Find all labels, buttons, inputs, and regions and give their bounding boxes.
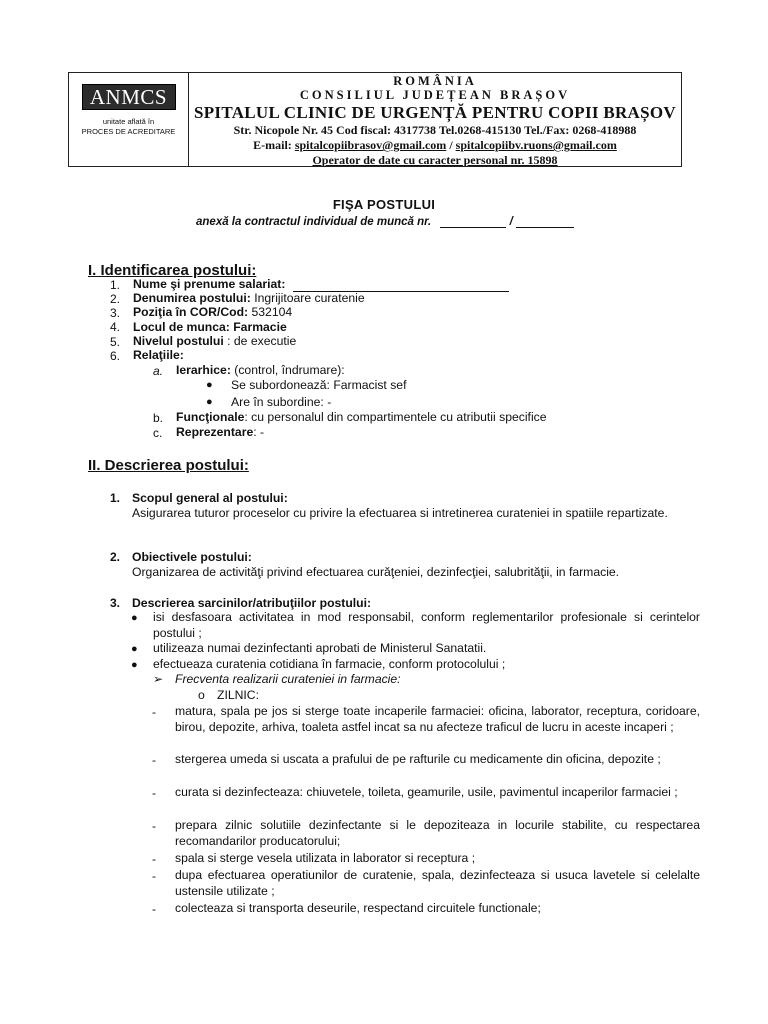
contract-number-blank — [440, 215, 506, 228]
dash-icon: - — [152, 786, 156, 800]
general-purpose-title: Scopul general al postului: — [132, 491, 288, 505]
section-1-heading: I. Identificarea postului: — [88, 262, 257, 279]
section-2-heading: II. Descrierea postului: — [88, 457, 249, 474]
accreditation-caption: unitate aflată în PROCES DE ACREDITARE — [81, 117, 176, 136]
email-link-1[interactable]: spitalcopiibrasov@gmail.com — [294, 138, 447, 152]
task-bullet-3: efectueaza curatenia cotidiana în farmacie, conform protocolului ; — [153, 657, 506, 671]
daily-task-6: dupa efectuarea operatiunilor de curatenie, spala, dezinfecteaza si usuca lavetele si celelalte ustensile utilizate ; — [175, 868, 700, 898]
circle-bullet-icon: o — [198, 688, 205, 702]
operator-line: Operator de date cu caracter personal nr. 15898 — [312, 153, 558, 167]
dash-icon: - — [152, 852, 156, 866]
letterhead-text — [189, 73, 681, 166]
general-purpose-text: Asigurarea tuturor proceselor cu privire la efectuarea si intretinerea curateniei in spatiile repartizate. — [132, 506, 668, 520]
country-name: ROMÂNIA — [393, 74, 477, 88]
task-bullet-2: utilizeaza numai dezinfectanti aprobati de Ministerul Sanatatii. — [153, 641, 487, 655]
tasks-title: Descrierea sarcinilor/atribuţiilor postului: — [132, 596, 372, 610]
bullet-icon: ● — [131, 612, 138, 624]
document-title: FIŞA POSTULUI — [332, 197, 436, 212]
arrow-icon: ➢ — [153, 672, 164, 686]
hospital-name: SPITALUL CLINIC DE URGENȚĂ PENTRU COPII BRAȘOV — [193, 103, 676, 122]
council-name: CONSILIUL JUDEȚEAN BRAȘOV — [299, 88, 571, 102]
objectives-text: Organizarea de activităţi privind efectuarea curăţeniei, dezinfecţiei, salubrităţii, in farmacie. — [132, 565, 620, 579]
relations-representation: Reprezentare: - — [176, 425, 265, 439]
email-line: E-mail: spitalcopiibrasov@gmail.com / spitalcopiibv.ruons@gmail.com — [253, 138, 617, 152]
letterhead — [68, 72, 682, 167]
bullet-icon: ● — [131, 659, 138, 671]
relations-functional: Funcţionale: cu personalul din compartimentele cu atributii specifice — [176, 410, 547, 424]
frequency-heading: Frecventa realizarii curateniei in farmacie: — [175, 672, 401, 686]
has-subordinates: Are în subordine: - — [231, 395, 332, 409]
daily-task-2: stergerea umeda si uscata a prafului de pe rafturile cu medicamente din oficina, depozite ; — [175, 752, 661, 766]
daily-task-4: prepara zilnic solutiile dezinfectante si le depoziteaza in locurile stabilite, cu respectarea recomandarilor producatorului; — [175, 818, 700, 848]
document-page: ANMCS unitate aflată în PROCES DE ACREDITARE ROMÂNIA CONSILIUL JUDEȚEAN BRAȘOV SPITALUL CLINIC DE URGENȚĂ PENTRU COPII BRAȘOV Str. Nicopole Nr. 45 Cod fiscal: 4317738 Tel.0268-415130 Tel./Fax: 0268-418988 E-mail: spitalcopiibrasov@gmail.com / spitalcopiibv.ruons@gmail.com Operator de date cu caracter personal nr. 15898 FIŞA POSTULUI anexă la contractul individual de muncă nr. / I. Identificarea postului: 1. Nume şi prenume salariat: 2. Denumirea postului: Ingrijitoare curatenie 3. Poziţia în COR/Cod: 532104 4. Locul de munca: Farmacie 5. Nivelul postului : de executie 6. Relaţiile: a. Ierarhice: (control, îndrumare): ● Se subordonează: Farmacist sef ● Are în subordine: - b. Funcţionale: cu personalul din compartimentele cu atributii specifice c. Reprezentare: - II. Descrierea postului: 1. Scopul general al postului: Asigurarea tuturor proceselor cu privire la efectuarea si intretinerea curateniei in spatiile repartizate. 2. Obiectivele postului: Organizarea de activităţi privind efectuarea curăţeniei, dezinfecţiei, salubrităţii, in farmacie. 3. Descrierea sarcinilor/atribuţiilor postului: ● isi desfasoara activitatea in mod responsabil, conform reglementarilor profesionale si cerintelor postului ; ● utilizeaza numai dezinfectanti aprobati de Ministerul Sanatatii. ● efectueaza curatenia cotidiana în farmacie, conform protocolului ; ➢ Frecventa realizarii curateniei in farmacie: o ZILNIC: - matura, spala pe jos si sterge toate incaperile farmaciei: oficina, laborator, receptura, coridoare, birou, depozite, arhiva, toaleta astfel incat sa nu afecteze traficul de lucru in aceste incaperi ; - stergerea umeda si uscata a prafului de pe rafturile cu medicamente din oficina, depozite ; - curata si dezinfecteaza: chiuvetele, toileta, geamurile, usile, pavimentul incaperilor farmaciei ; - prepara zilnic solutiile dezinfectante si le depoziteaza in locurile stabilite, cu respectarea recomandarilor producatorului; - spala si sterge vesela utilizata in laborator si receptura ; - dupa efectuarea operatiunilor de curatenie, spala, dezinfecteaza si usuca lavetele si celelalte ustensile utilizate ; - colecteaza si transporta deseurile, respectand circuitele functionale; — [0, 0, 768, 1024]
bullet-icon: ● — [131, 643, 138, 655]
daily-label: ZILNIC: — [217, 688, 259, 702]
item-cor: Poziţia în COR/Cod: 532104 — [133, 305, 293, 319]
bullet-icon: ● — [206, 396, 213, 408]
document-subtitle: anexă la contractul individual de muncă nr. / — [196, 215, 574, 228]
email-link-2[interactable]: spitalcopiibv.ruons@gmail.com — [455, 138, 617, 152]
daily-task-1: matura, spala pe jos si sterge toate incaperile farmaciei: oficina, laborator, receptura, coridoare, birou, depozite, arhiva, toaleta astfel incat sa nu afecteze traficul de lucru in aceste incaperi ; — [175, 704, 700, 734]
daily-task-3: curata si dezinfecteaza: chiuvetele, toileta, geamurile, usile, pavimentul incaperilor farmaciei ; — [175, 785, 678, 799]
dash-icon: - — [152, 705, 156, 719]
employee-name-blank — [293, 279, 509, 292]
item-location: Locul de munca: Farmacie — [133, 320, 287, 334]
item-level: Nivelul postului : de executie — [133, 334, 297, 348]
subordinate-to: Se subordonează: Farmacist sef — [231, 378, 407, 392]
item-relations: Relaţiile: — [133, 348, 184, 362]
address-line: Str. Nicopole Nr. 45 Cod fiscal: 4317738 Tel.0268-415130 Tel./Fax: 0268-418988 — [233, 123, 637, 137]
anmcs-logo: ANMCS — [82, 84, 176, 110]
bullet-icon: ● — [206, 379, 213, 391]
dash-icon: - — [152, 902, 156, 916]
item-position: Denumirea postului: Ingrijitoare curatenie — [133, 291, 365, 305]
daily-task-5: spala si sterge vesela utilizata in laborator si receptura ; — [175, 851, 476, 865]
logo-cell — [69, 73, 189, 166]
relations-hierarchical: Ierarhice: (control, îndrumare): — [176, 363, 345, 377]
task-bullet-1: isi desfasoara activitatea in mod responsabil, conform reglementarilor profesionale si cerintelor postului ; — [153, 610, 700, 640]
contract-date-blank — [516, 215, 574, 228]
daily-task-7: colecteaza si transporta deseurile, respectand circuitele functionale; — [175, 901, 541, 915]
dash-icon: - — [152, 819, 156, 833]
dash-icon: - — [152, 753, 156, 767]
item-name: Nume şi prenume salariat: — [133, 277, 509, 292]
dash-icon: - — [152, 869, 156, 883]
objectives-title: Obiectivele postului: — [132, 550, 252, 564]
